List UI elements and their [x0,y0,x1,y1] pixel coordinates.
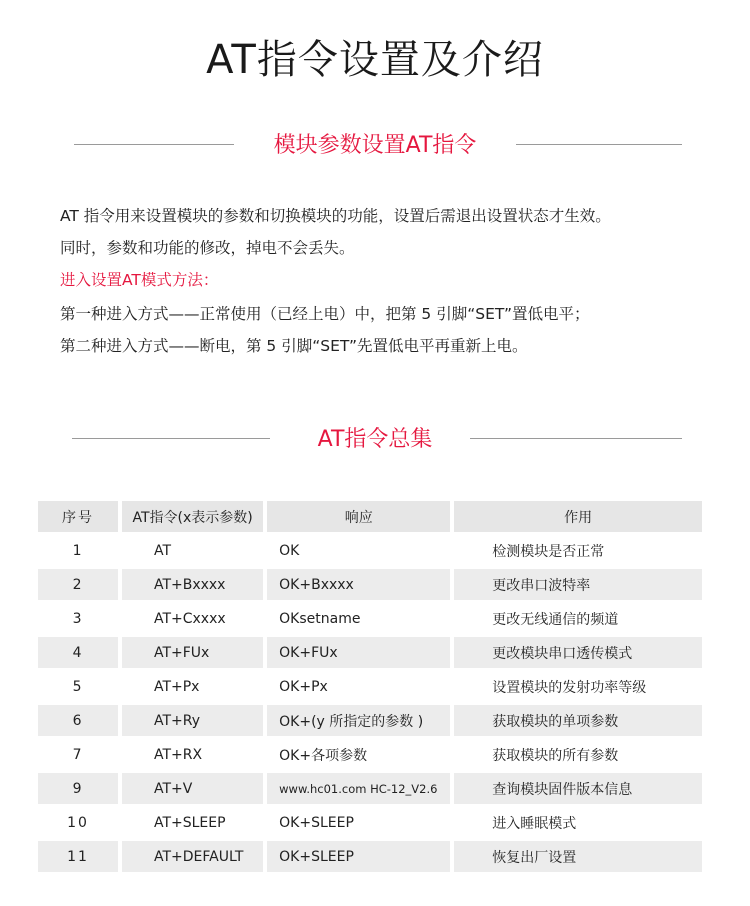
cell-command: AT+SLEEP [122,807,263,838]
cell-command: AT+DEFAULT [122,841,263,872]
page-title: AT指令设置及介绍 [206,37,544,83]
intro-paragraph [60,200,730,296]
cell-command: AT+Px [122,671,263,702]
cell-command: AT+Cxxxx [122,603,263,634]
cell-index: 3 [38,603,118,634]
cell-command: AT+FUx [122,637,263,668]
method-line-1: 第一种进入方式——正常使用（已经上电）中，把第 5 引脚“SET”置低电平； [60,305,590,323]
table-row [38,841,702,872]
header-cell-response: 响应 [267,501,450,532]
cell-response: www.hc01.com HC-12_V2.6 [267,773,450,804]
intro-line-2: 同时，参数和功能的修改，掉电不会丢失。 [60,239,355,257]
section-header-at-commands [0,418,750,458]
table-row [38,773,702,804]
cell-function: 查询模块固件版本信息 [454,773,702,804]
cell-index: 4 [38,637,118,668]
method-heading: 进入设置AT模式方法： [60,271,219,289]
section-header-at-params [0,124,750,164]
table-row [38,705,702,736]
cell-command: AT+RX [122,739,263,770]
cell-response: OK+Px [267,671,450,702]
cell-response: OK+Bxxxx [267,569,450,600]
header-cell-index: 序号 [38,501,118,532]
cell-command: AT+V [122,773,263,804]
cell-index: 7 [38,739,118,770]
cell-function: 检测模块是否正常 [454,535,702,566]
intro-line-1: AT 指令用来设置模块的参数和切换模块的功能，设置后需退出设置状态才生效。 [60,207,611,225]
cell-index: 11 [38,841,118,872]
cell-function: 更改串口波特率 [454,569,702,600]
cell-command: AT+Ry [122,705,263,736]
table-row [38,807,702,838]
cell-response: OK [267,535,450,566]
cell-function: 恢复出厂设置 [454,841,702,872]
cell-command: AT [122,535,263,566]
cell-index: 1 [38,535,118,566]
section-title: 模块参数设置AT指令 [273,133,477,158]
table-row [38,569,702,600]
cell-response: OK+(y 所指定的参数 ) [267,705,450,736]
table-row [38,671,702,702]
table-row [38,739,702,770]
table-row [38,603,702,634]
table-header-row [38,501,702,532]
methods-paragraph [60,298,730,362]
cell-index: 10 [38,807,118,838]
method-line-2: 第二种进入方式——断电，第 5 引脚“SET”先置低电平再重新上电。 [60,337,528,355]
cell-response: OK+SLEEP [267,807,450,838]
cell-index: 2 [38,569,118,600]
cell-command: AT+Bxxxx [122,569,263,600]
cell-index: 6 [38,705,118,736]
at-command-table [38,498,702,875]
cell-response: OK+FUx [267,637,450,668]
cell-response: OK+SLEEP [267,841,450,872]
cell-function: 进入睡眠模式 [454,807,702,838]
header-cell-command: AT指令(x表示参数) [122,501,263,532]
table-row [38,637,702,668]
cell-index: 5 [38,671,118,702]
cell-function: 获取模块的单项参数 [454,705,702,736]
cell-function: 更改无线通信的频道 [454,603,702,634]
section-title: AT指令总集 [317,427,433,452]
cell-function: 更改模块串口透传模式 [454,637,702,668]
cell-function: 获取模块的所有参数 [454,739,702,770]
cell-response: OK+各项参数 [267,739,450,770]
header-cell-function: 作用 [454,501,702,532]
table-row [38,535,702,566]
cell-index: 9 [38,773,118,804]
cell-function: 设置模块的发射功率等级 [454,671,702,702]
cell-response: OKsetname [267,603,450,634]
